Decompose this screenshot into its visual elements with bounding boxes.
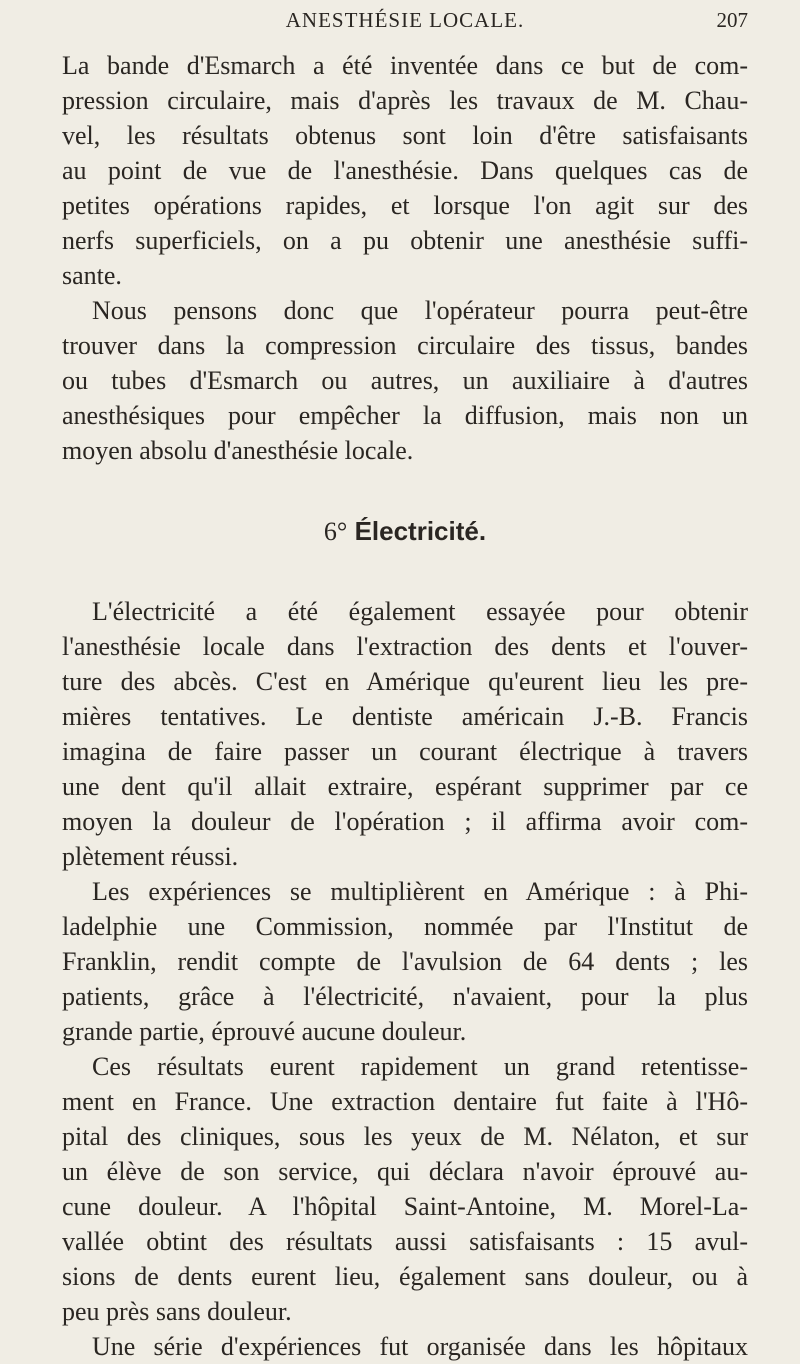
text-line: patients, grâce à l'électricité, n'avaient, pour la plus bbox=[62, 982, 748, 1011]
text-line: imagina de faire passer un courant électrique à travers bbox=[62, 737, 748, 766]
paragraph bbox=[62, 293, 748, 468]
text-line: sante. bbox=[62, 261, 122, 290]
text-line: L'électricité a été également essayée pour obtenir bbox=[92, 597, 748, 626]
paragraph bbox=[62, 594, 748, 874]
text-line: petites opérations rapides, et lorsque l'on agit sur des bbox=[62, 191, 748, 220]
text-line: vel, les résultats obtenus sont loin d'être satisfaisants bbox=[62, 121, 748, 150]
text-line: ou tubes d'Esmarch ou autres, un auxiliaire à d'autres bbox=[62, 366, 748, 395]
running-head bbox=[62, 0, 748, 40]
running-title: ANESTHÉSIE LOCALE. bbox=[285, 8, 525, 32]
text-line: moyen absolu d'anesthésie locale. bbox=[62, 436, 414, 465]
text-line: Les expériences se multiplièrent en Amérique : à Phi- bbox=[92, 877, 748, 906]
text-line: l'anesthésie locale dans l'extraction des dents et l'ouver- bbox=[62, 632, 748, 661]
text-line: grande partie, éprouvé aucune douleur. bbox=[62, 1017, 467, 1046]
text-line: une dent qu'il allait extraire, espérant supprimer par ce bbox=[62, 772, 748, 801]
text-line: Ces résultats eurent rapidement un grand retentisse- bbox=[92, 1052, 748, 1081]
text-line: Une série d'expériences fut organisée dans les hôpitaux bbox=[92, 1332, 748, 1361]
section-title: Électricité. bbox=[354, 516, 487, 546]
text-line: pression circulaire, mais d'après les travaux de M. Chau- bbox=[62, 86, 748, 115]
text-line: vallée obtint des résultats aussi satisfaisants : 15 avul- bbox=[62, 1227, 748, 1256]
page-number: 207 bbox=[716, 8, 748, 32]
section-number: 6° bbox=[323, 517, 348, 546]
text-line: plètement réussi. bbox=[62, 842, 239, 871]
text-line: peu près sans douleur. bbox=[62, 1297, 292, 1326]
text-line: Franklin, rendit compte de l'avulsion de 64 dents ; les bbox=[62, 947, 748, 976]
text-line: sions de dents eurent lieu, également sans douleur, ou à bbox=[62, 1262, 748, 1291]
text-line: au point de vue de l'anesthésie. Dans quelques cas de bbox=[62, 156, 748, 185]
text-line: ture des abcès. C'est en Amérique qu'eurent lieu les pre- bbox=[62, 667, 748, 696]
paragraph bbox=[62, 1329, 748, 1364]
text-line: cune douleur. A l'hôpital Saint-Antoine, M. Morel-La- bbox=[62, 1192, 748, 1221]
text-line: La bande d'Esmarch a été inventée dans ce but de com- bbox=[62, 51, 748, 80]
text-line: anesthésiques pour empêcher la diffusion, mais non un bbox=[62, 401, 748, 430]
section-heading bbox=[62, 516, 748, 546]
text-line: moyen la douleur de l'opération ; il affirma avoir com- bbox=[62, 807, 748, 836]
text-line: ladelphie une Commission, nommée par l'Institut de bbox=[62, 912, 748, 941]
paragraph bbox=[62, 1049, 748, 1329]
text-line: ment en France. Une extraction dentaire fut faite à l'Hô- bbox=[62, 1087, 748, 1116]
text-line: trouver dans la compression circulaire des tissus, bandes bbox=[62, 331, 748, 360]
text-line: pital des cliniques, sous les yeux de M. Nélaton, et sur bbox=[62, 1122, 748, 1151]
paragraph bbox=[62, 874, 748, 1049]
text-line: nerfs superficiels, on a pu obtenir une anesthésie suffi- bbox=[62, 226, 748, 255]
body-text bbox=[62, 48, 748, 1364]
text-line: mières tentatives. Le dentiste américain J.-B. Francis bbox=[62, 702, 748, 731]
text-line: Nous pensons donc que l'opérateur pourra peut-être bbox=[92, 296, 748, 325]
text-line: un élève de son service, qui déclara n'avoir éprouvé au- bbox=[62, 1157, 748, 1186]
paragraph bbox=[62, 48, 748, 293]
